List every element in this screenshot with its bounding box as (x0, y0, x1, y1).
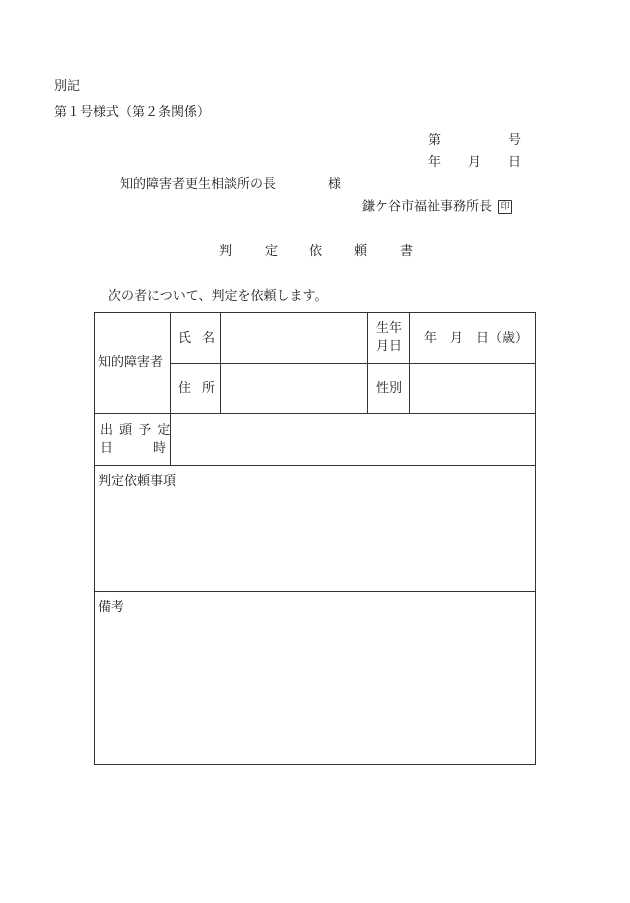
name-field[interactable] (221, 314, 367, 363)
appearance-date-label-1: 出 頭 予 定 (100, 423, 172, 438)
sender-name: 鎌ケ谷市福祉事務所長 (362, 199, 493, 215)
appearance-date-field[interactable] (171, 414, 535, 465)
annex-label: 別記 (54, 79, 81, 94)
title-char: 定 (265, 244, 279, 259)
birthdate-field[interactable]: 年 月 日（歳） (424, 331, 529, 346)
document-number-dai: 第 (428, 133, 442, 148)
seal-stamp: 印 (498, 200, 512, 214)
date-day: 日 (508, 155, 522, 170)
addressee-name: 知的障害者更生相談所の長 (120, 177, 277, 192)
gender-label: 性別 (376, 381, 403, 396)
title-char: 書 (400, 244, 414, 259)
appearance-date-label-2a: 日 (100, 441, 114, 456)
form-number: 第１号様式（第２条関係） (54, 105, 211, 120)
appearance-date-label-2b: 時 (153, 441, 167, 456)
date-month: 月 (468, 155, 482, 170)
request-items-field[interactable] (95, 491, 535, 591)
remarks-field[interactable] (95, 617, 535, 763)
address-label-1: 住 (178, 381, 192, 396)
person-category-label: 知的障害者 (98, 355, 164, 370)
gender-field[interactable] (410, 364, 535, 413)
address-field[interactable] (221, 364, 367, 413)
col-divider (367, 313, 368, 413)
title-char: 判 (219, 244, 233, 259)
request-items-label: 判定依頼事項 (98, 474, 177, 489)
title-char: 依 (309, 244, 323, 259)
request-form-table (94, 312, 536, 765)
name-label-2: 名 (202, 331, 216, 346)
sender-line (362, 200, 512, 214)
birthdate-label-2: 月日 (376, 339, 403, 354)
row-divider (95, 591, 535, 592)
date-year: 年 (428, 155, 442, 170)
document-title (0, 245, 630, 261)
name-label-1: 氏 (178, 331, 192, 346)
address-label-2: 所 (202, 381, 216, 396)
intro-text: 次の者について、判定を依頼します。 (108, 289, 328, 304)
birthdate-label-1: 生年 (376, 321, 403, 336)
title-char: 頼 (354, 244, 368, 259)
remarks-label: 備考 (98, 600, 125, 615)
addressee-honorific: 様 (328, 177, 342, 192)
document-number-go: 号 (508, 133, 522, 148)
row-divider (95, 465, 535, 466)
